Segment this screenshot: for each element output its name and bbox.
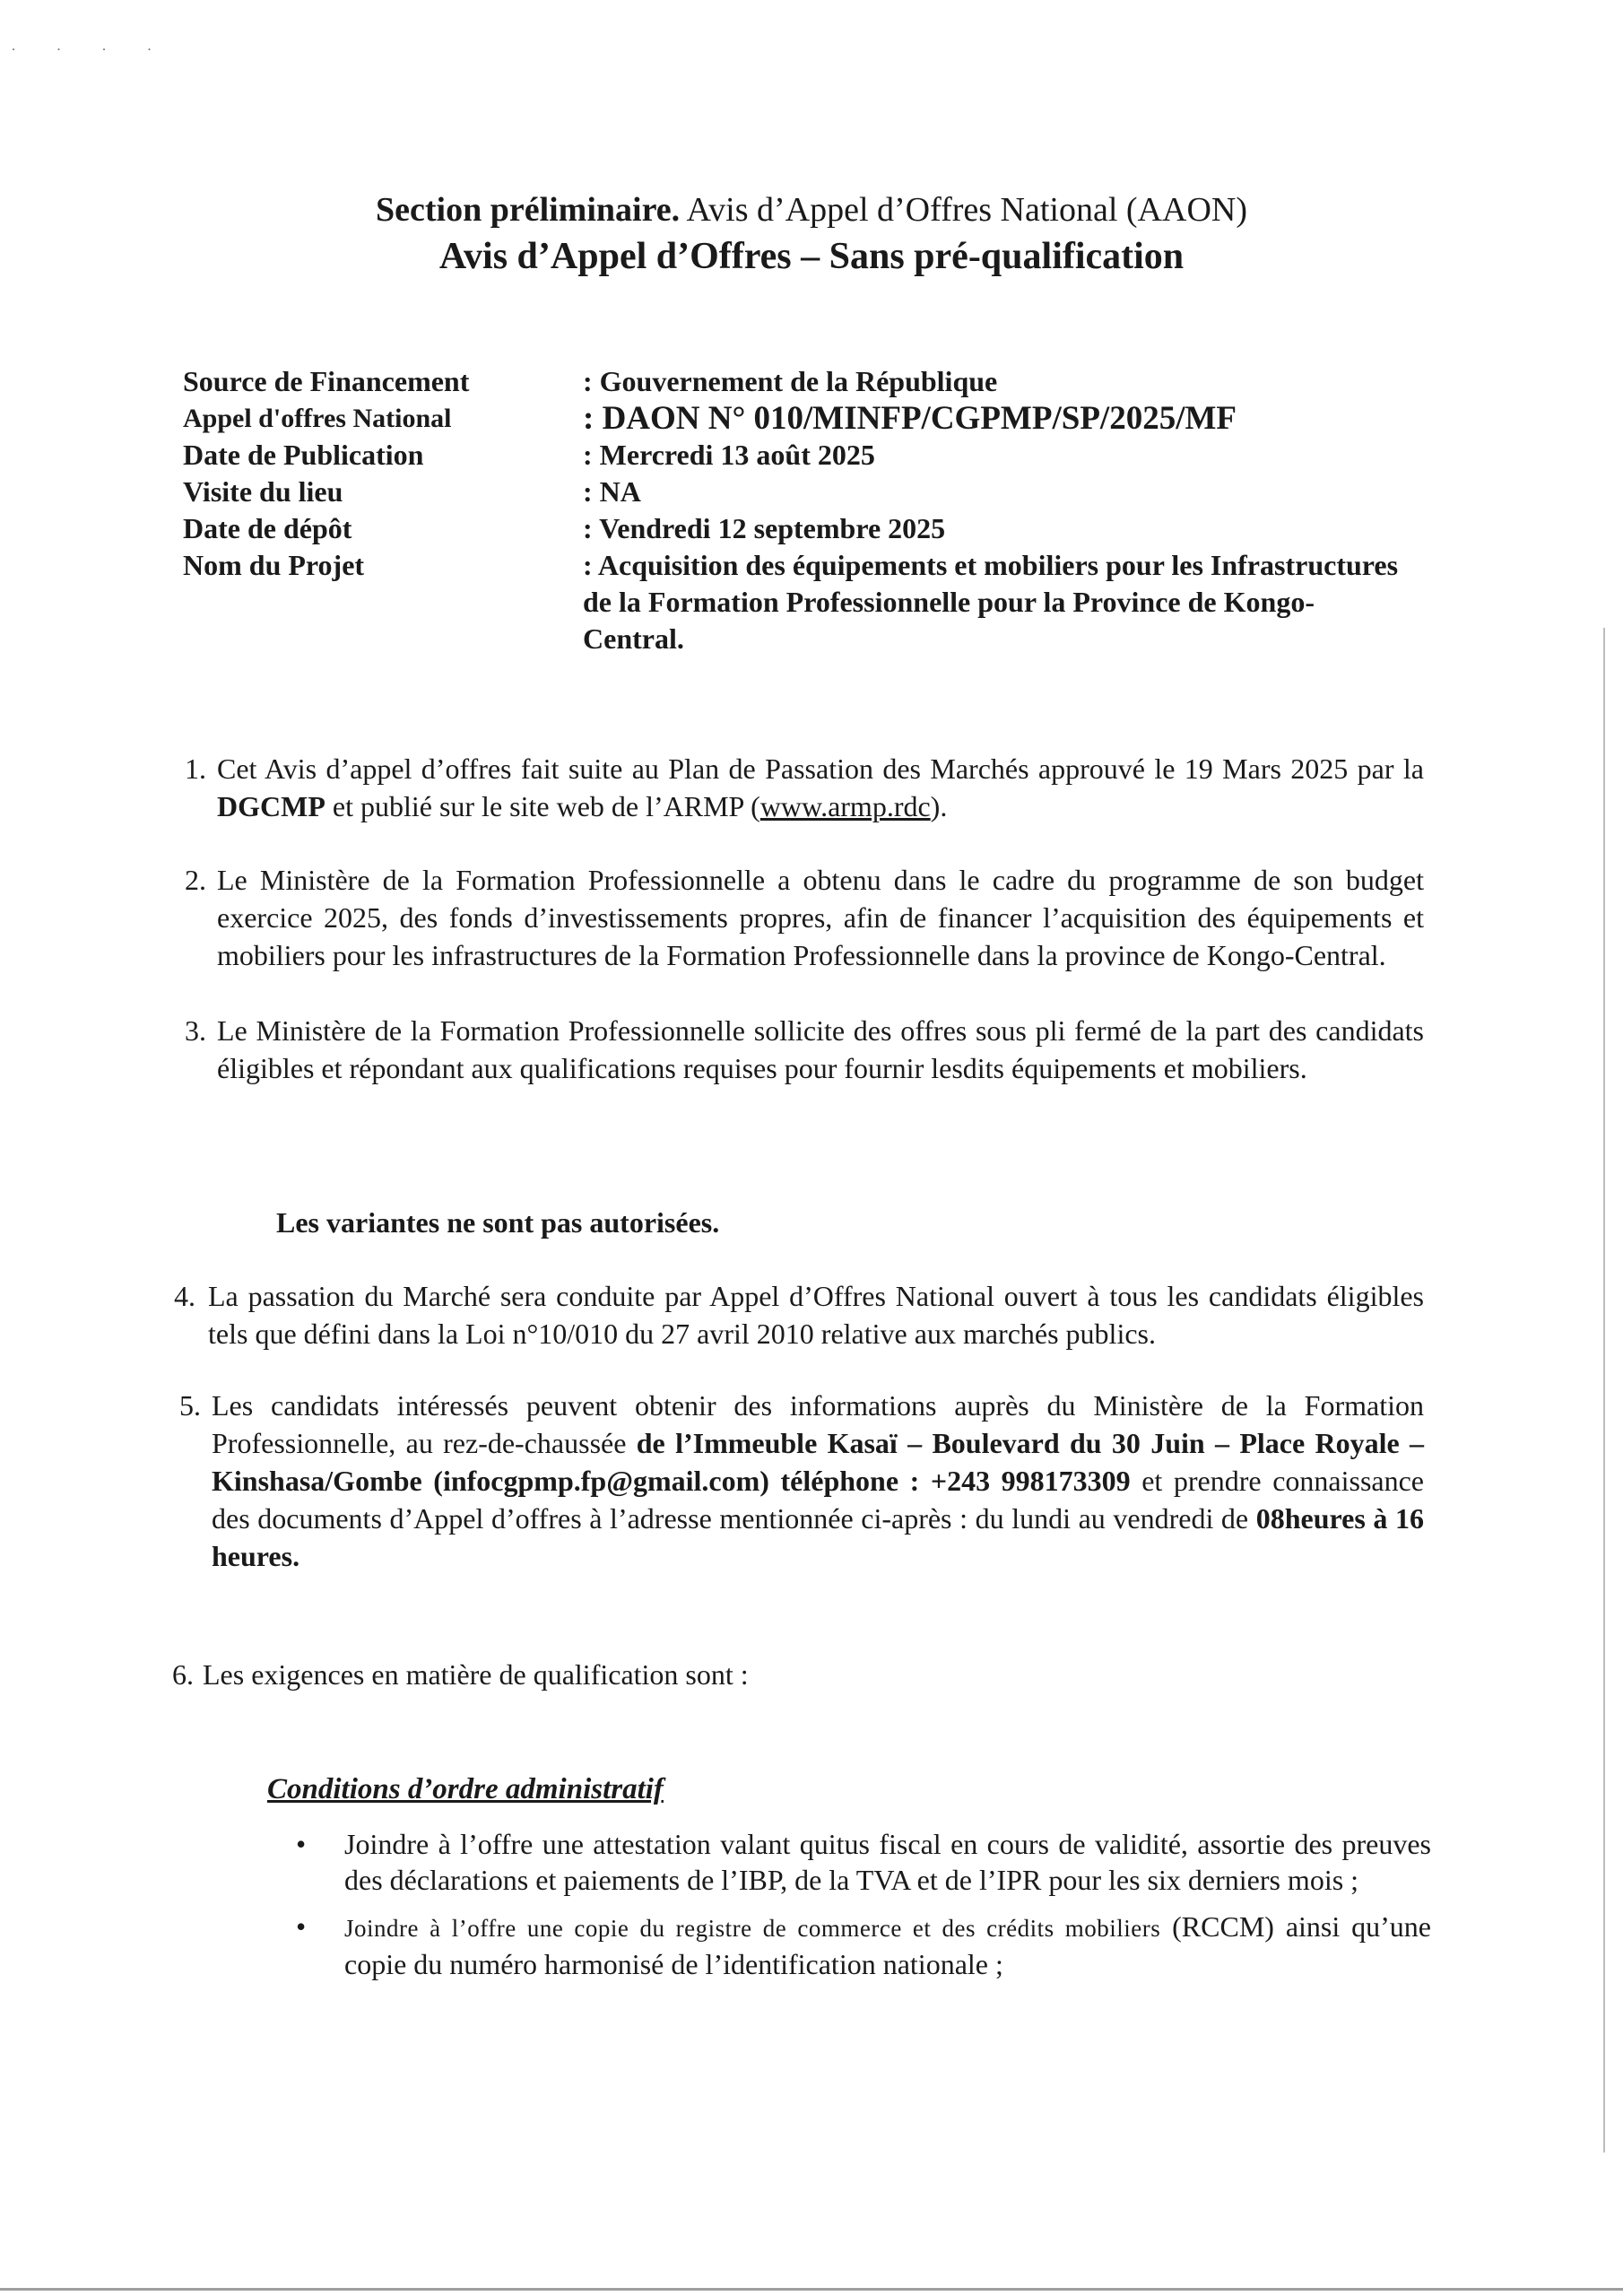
- list-item: [296, 1909, 1431, 1982]
- paragraph-3: [185, 1012, 1424, 1087]
- info-row-publication: [183, 437, 1438, 474]
- info-row-financement: [183, 363, 1438, 400]
- paragraph-text: Les candidats intéressés peuvent obtenir des informations auprès du Ministère de la Formation Professionnelle, au rez-de-chaussée: [212, 1389, 1424, 1459]
- info-table: [183, 363, 1438, 657]
- paragraph-text: Les exigences en matière de qualification sont :: [203, 1658, 749, 1691]
- header-line-1: [0, 190, 1623, 230]
- paragraph-bold-address: de l’Immeuble Kasaï – Boulevard du 30 Juin – Place Royale – Kinshasa/Gombe (infocgpmp.fp@gmail.com) téléphone : +243 998173309: [212, 1427, 1425, 1497]
- paragraph-text: et publié sur le site web de l’ARMP (: [325, 790, 760, 822]
- bullet-icon: •: [296, 1828, 307, 1860]
- paragraph-text: Le Ministère de la Formation Professionnelle sollicite des offres sous pli fermé de la part des candidats éligibles et répondant aux qualifications requises pour fournir lesdits équipements et mobiliers.: [217, 1014, 1424, 1084]
- paragraph-number: 1.: [185, 752, 206, 785]
- paragraph-number: 6.: [172, 1658, 194, 1691]
- conditions-list: [296, 1826, 1431, 1993]
- info-label: Visite du lieu: [183, 475, 343, 508]
- scan-edge-right: [1603, 628, 1605, 2152]
- paragraph-4: [174, 1277, 1424, 1352]
- info-row-appel: [183, 400, 1438, 437]
- info-label: Date de Publication: [183, 439, 424, 471]
- scan-edge-bottom: [0, 2288, 1623, 2291]
- paragraph-5: [179, 1387, 1425, 1575]
- info-value: : NA: [583, 475, 641, 508]
- info-value: : Mercredi 13 août 2025: [583, 439, 875, 471]
- paragraph-number: 3.: [185, 1014, 206, 1047]
- header-line-1-bold: Section préliminaire.: [375, 191, 681, 229]
- header-line-2: Avis d’Appel d’Offres – Sans pré-qualification: [438, 236, 1185, 277]
- info-value: : Vendredi 12 septembre 2025: [583, 512, 946, 544]
- info-row-visite: [183, 474, 1438, 510]
- info-row-projet: [183, 547, 1438, 657]
- list-item: [296, 1826, 1431, 1898]
- paragraph-number: 2.: [185, 864, 206, 896]
- info-row-depot: [183, 510, 1438, 547]
- info-value: : Gouvernement de la République: [583, 365, 998, 397]
- info-value-reference: : DAON N° 010/MINFP/CGPMP/SP/2025/MF: [583, 400, 1237, 437]
- scan-specks: ˙ ˙ ˙ ˙: [11, 45, 170, 63]
- info-label: Appel d'offres National: [183, 404, 452, 433]
- paragraph-text: Le Ministère de la Formation Professionnelle a obtenu dans le cadre du programme de son budget exercice 2025, des fonds d’investissements propres, afin de financer l’acquisition des équipements et mobiliers pour les infrastructures de la Formation Professionnelle dans la province de Kongo-Central.: [217, 864, 1424, 971]
- armp-link[interactable]: www.armp.rdc: [759, 790, 931, 822]
- paragraph-text: Cet Avis d’appel d’offres fait suite au Plan de Passation des Marchés approuvé le 19 Mars 2025 par la: [217, 752, 1424, 785]
- info-label: Date de dépôt: [183, 512, 352, 544]
- info-label: Nom du Projet: [183, 549, 365, 581]
- paragraph-bold-hours: 08heures à 16 heures.: [212, 1502, 1425, 1572]
- list-item-text-rest: (RCCM) ainsi qu’une copie du numéro harmonisé de l’identification nationale ;: [344, 1910, 1432, 1980]
- paragraph-text: ).: [930, 790, 948, 822]
- header-line-1-rest: Avis d’Appel d’Offres National (AAON): [680, 191, 1247, 229]
- bullet-icon: •: [296, 1910, 307, 1943]
- paragraph-number: 4.: [174, 1280, 195, 1312]
- paragraph-text: La passation du Marché sera conduite par Appel d’Offres National ouvert à tous les candidats éligibles tels que défini dans la Loi n°10/010 du 27 avril 2010 relative aux marchés publics.: [208, 1280, 1424, 1350]
- info-value-projet: : Acquisition des équipements et mobiliers pour les Infrastructures de la Formation Professionnelle pour la Province de Kongo-Central.: [583, 549, 1399, 655]
- paragraph-bold: DGCMP: [217, 790, 325, 822]
- list-item-text-lead: Joindre à l’offre une copie du registre de commerce et des crédits mobiliers: [344, 1915, 1161, 1942]
- conditions-title: Conditions d’ordre administratif: [267, 1773, 664, 1805]
- paragraph-1: [185, 750, 1424, 825]
- variantes-notice: Les variantes ne sont pas autorisées.: [276, 1206, 720, 1239]
- paragraph-6: [172, 1656, 1424, 1693]
- paragraph-text: et prendre connaissance des documents d’Appel d’offres à l’adresse mentionnée ci-après : du lundi au vendredi de: [212, 1465, 1425, 1535]
- list-item-text: Joindre à l’offre une attestation valant quitus fiscal en cours de validité, assortie des preuves des déclarations et paiements de l’IBP, de la TVA et de l’IPR pour les six derniers mois ;: [344, 1828, 1431, 1896]
- paragraph-2: [185, 861, 1424, 974]
- paragraph-number: 5.: [179, 1389, 201, 1422]
- info-label: Source de Financement: [183, 365, 470, 397]
